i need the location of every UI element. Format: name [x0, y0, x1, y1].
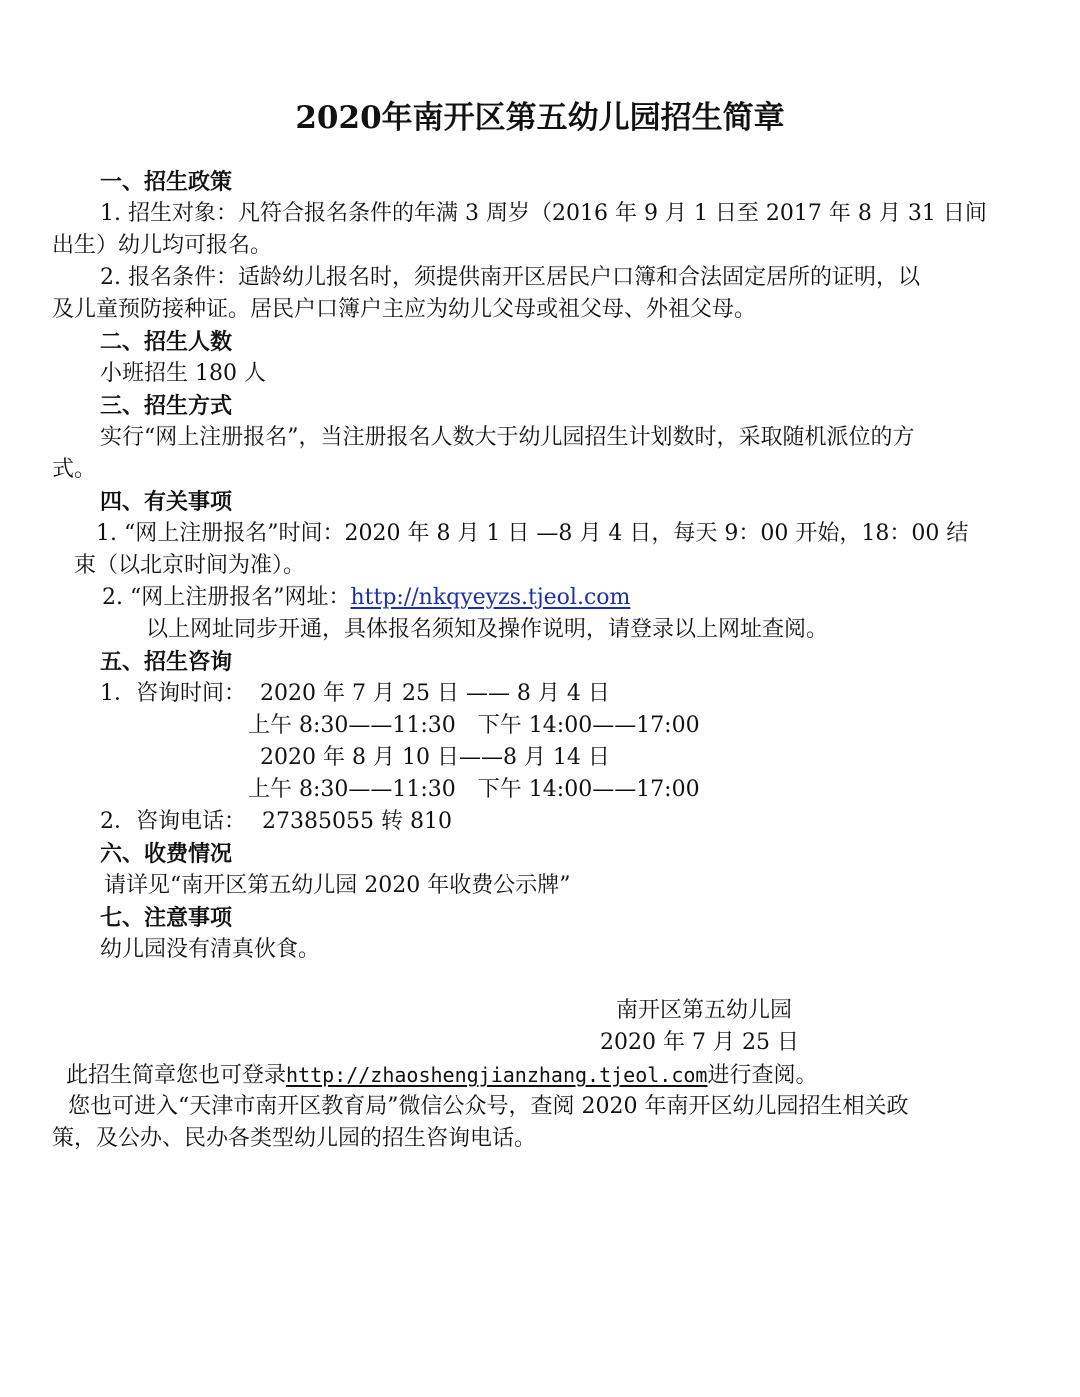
footer-line-1 [66, 1059, 817, 1091]
policy-item-2-line-2: 及儿童预防接种证。居民户口簿户主应为幼儿父母或祖父母、外祖父母。 [52, 297, 757, 322]
enrollment-count-text: 小班招生 180 人 [100, 361, 266, 386]
consultation-period-1-date: 2020 年 7 月 25 日 —— 8 月 4 日 [260, 681, 610, 706]
registration-url-note: 以上网址同步开通，具体报名须知及操作说明，请登录以上网址查阅。 [146, 617, 829, 642]
section-heading-enrollment-method: 三、招生方式 [100, 393, 233, 419]
section-heading-notes: 七、注意事项 [100, 905, 233, 931]
consultation-phone-label: 2．咨询电话： [100, 809, 246, 834]
notes-text: 幼儿园没有清真伙食。 [100, 937, 321, 962]
consultation-phone-line [100, 806, 452, 838]
footer-line-1-suffix: 进行查阅。 [707, 1063, 818, 1088]
consultation-period-2-date: 2020 年 8 月 10 日——8 月 14 日 [260, 745, 610, 770]
registration-url-link[interactable]: http://nkqyeyzs.tjeol.com [350, 585, 631, 610]
footer-line-3: 策，及公办、民办各类型幼儿园的招生咨询电话。 [52, 1126, 537, 1151]
section-heading-enrollment-count: 二、招生人数 [100, 329, 233, 355]
footer-lookup-link[interactable]: http://zhaoshengjianzhang.tjeol.com [286, 1063, 708, 1087]
section-heading-policy: 一、招生政策 [100, 169, 233, 195]
signature-organization: 南开区第五幼儿园 [616, 998, 793, 1023]
registration-url-line [102, 582, 630, 614]
fees-text: 请详见“南开区第五幼儿园 2020 年收费公示牌” [104, 873, 571, 898]
policy-item-2-line-1: 2. 报名条件：适龄幼儿报名时，须提供南开区居民户口簿和合法固定居所的证明，以 [100, 265, 920, 290]
enrollment-method-line-1: 实行“网上注册报名”，当注册报名人数大于幼儿园招生计划数时，采取随机派位的方 [100, 425, 915, 450]
footer-line-1-prefix: 此招生简章您也可登录 [66, 1063, 287, 1088]
signature-date: 2020 年 7 月 25 日 [600, 1030, 799, 1055]
registration-time-line-1: 1. “网上注册报名”时间：2020 年 8 月 1 日 —8 月 4 日，每天 9：00 开始，18：00 结 [96, 521, 969, 546]
section-heading-consultation: 五、招生咨询 [100, 649, 233, 675]
footer-line-2: 您也可进入“天津市南开区教育局”微信公众号，查阅 2020 年南开区幼儿园招生相关政 [68, 1094, 909, 1119]
consultation-period-1-hours: 上午 8:30——11:30 下午 14:00——17:00 [248, 713, 700, 738]
registration-time-line-2: 束（以北京时间为准）。 [74, 553, 306, 578]
section-heading-related-matters: 四、有关事项 [100, 489, 233, 515]
section-heading-fees: 六、收费情况 [100, 841, 233, 867]
document-title: 2020年南开区第五幼儿园招生简章 [295, 100, 785, 136]
registration-url-label: 2. “网上注册报名”网址： [102, 585, 351, 610]
consultation-time-label: 1．咨询时间： [100, 681, 246, 706]
policy-item-1-line-1: 1. 招生对象：凡符合报名条件的年满 3 周岁（2016 年 9 月 1 日至 2017 年 8 月 31 日间 [100, 201, 987, 226]
policy-item-1-line-2: 出生）幼儿均可报名。 [52, 233, 273, 258]
consultation-period-2-hours: 上午 8:30——11:30 下午 14:00——17:00 [248, 777, 700, 802]
enrollment-method-line-2: 式。 [52, 457, 97, 482]
consultation-phone-number: 27385055 转 810 [262, 809, 452, 834]
